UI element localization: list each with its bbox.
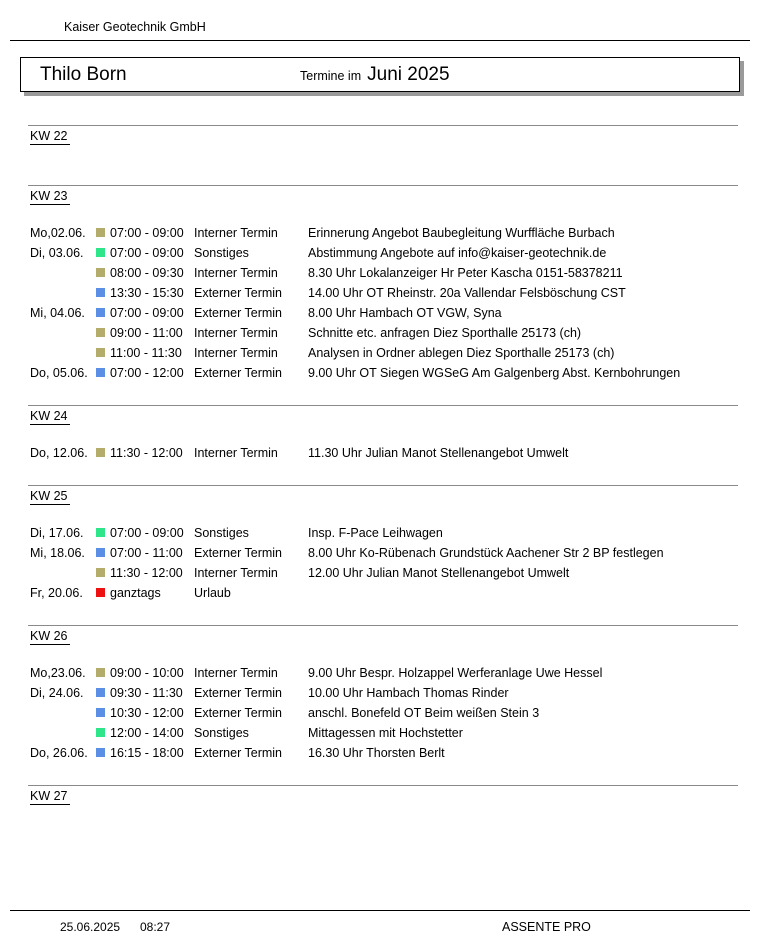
appointment-day: Do, 26.06.: [30, 746, 88, 760]
appointment-time: 10:30 - 12:00: [110, 706, 184, 720]
period-label: Termine im: [300, 69, 362, 83]
appointment-time: 16:15 - 18:00: [110, 746, 184, 760]
company-name: Kaiser Geotechnik GmbH: [64, 20, 206, 34]
appointment-day: Fr, 20.06.: [30, 586, 83, 600]
appointment-day: Mi, 04.06.: [30, 306, 85, 320]
category-color-icon: [96, 348, 105, 357]
appointment-time: 07:00 - 11:00: [110, 546, 183, 560]
category-color-icon: [96, 708, 105, 717]
appointment-type: Externer Termin: [194, 366, 282, 380]
week-label: KW 24: [30, 409, 68, 423]
category-color-icon: [96, 448, 105, 457]
appointment-type: Externer Termin: [194, 546, 282, 560]
appointment-type: Externer Termin: [194, 306, 282, 320]
appointment-time: 11:30 - 12:00: [110, 446, 183, 460]
appointment-day: Di, 17.06.: [30, 526, 84, 540]
appointment-description: 10.00 Uhr Hambach Thomas Rinder: [308, 686, 509, 700]
appointment-time: 09:30 - 11:30: [110, 686, 183, 700]
category-color-icon: [96, 668, 105, 677]
category-color-icon: [96, 368, 105, 377]
appointment-type: Interner Termin: [194, 326, 278, 340]
appointment-description: Analysen in Ordner ablegen Diez Sporthalle 25173 (ch): [308, 346, 615, 360]
week-divider: [28, 125, 738, 126]
appointment-description: 8.00 Uhr Hambach OT VGW, Syna: [308, 306, 502, 320]
appointment-description: 8.30 Uhr Lokalanzeiger Hr Peter Kascha 0151-58378211: [308, 266, 623, 280]
report-header: [20, 57, 740, 92]
appointment-description: Mittagessen mit Hochstetter: [308, 726, 463, 740]
appointment-day: Mo,23.06.: [30, 666, 86, 680]
appointment-description: 14.00 Uhr OT Rheinstr. 20a Vallendar Felsböschung CST: [308, 286, 626, 300]
appointment-description: Erinnerung Angebot Baubegleitung Wurffläche Burbach: [308, 226, 615, 240]
appointment-time: 07:00 - 09:00: [110, 306, 184, 320]
appointment-type: Urlaub: [194, 586, 231, 600]
appointment-day: Mo,02.06.: [30, 226, 86, 240]
appointment-time: 09:00 - 11:00: [110, 326, 183, 340]
week-label: KW 26: [30, 629, 68, 643]
category-color-icon: [96, 528, 105, 537]
category-color-icon: [96, 288, 105, 297]
category-color-icon: [96, 268, 105, 277]
week-label: KW 27: [30, 789, 68, 803]
week-divider: [28, 785, 738, 786]
category-color-icon: [96, 728, 105, 737]
week-divider: [28, 405, 738, 406]
appointment-time: 13:30 - 15:30: [110, 286, 184, 300]
appointment-day: Do, 12.06.: [30, 446, 88, 460]
appointment-description: 9.00 Uhr Bespr. Holzappel Werferanlage Uwe Hessel: [308, 666, 603, 680]
appointment-time: 07:00 - 09:00: [110, 226, 184, 240]
category-color-icon: [96, 328, 105, 337]
category-color-icon: [96, 588, 105, 597]
category-color-icon: [96, 248, 105, 257]
appointment-type: Externer Termin: [194, 706, 282, 720]
appointment-day: Mi, 18.06.: [30, 546, 85, 560]
appointment-time: 11:30 - 12:00: [110, 566, 183, 580]
appointment-day: Di, 03.06.: [30, 246, 84, 260]
appointment-type: Sonstiges: [194, 726, 249, 740]
appointment-description: 16.30 Uhr Thorsten Berlt: [308, 746, 445, 760]
appointment-type: Interner Termin: [194, 346, 278, 360]
category-color-icon: [96, 748, 105, 757]
appointment-day: Di, 24.06.: [30, 686, 84, 700]
footer-divider: [10, 910, 750, 911]
appointment-type: Interner Termin: [194, 446, 278, 460]
appointment-type: Interner Termin: [194, 226, 278, 240]
appointment-day: Do, 05.06.: [30, 366, 88, 380]
appointment-type: Externer Termin: [194, 686, 282, 700]
week-divider: [28, 185, 738, 186]
category-color-icon: [96, 308, 105, 317]
appointment-type: Interner Termin: [194, 566, 278, 580]
print-time: 08:27: [140, 920, 171, 934]
appointment-type: Externer Termin: [194, 746, 282, 760]
week-divider: [28, 625, 738, 626]
appointment-type: Sonstiges: [194, 246, 249, 260]
appointment-time: ganztags: [110, 586, 161, 600]
appointment-type: Interner Termin: [194, 666, 278, 680]
person-name: Thilo Born: [40, 64, 127, 85]
report-period: [300, 64, 450, 86]
week-label: KW 22: [30, 129, 68, 143]
appointment-time: 08:00 - 09:30: [110, 266, 184, 280]
appointment-description: Schnitte etc. anfragen Diez Sporthalle 25173 (ch): [308, 326, 582, 340]
appointment-description: Abstimmung Angebote auf info@kaiser-geotechnik.de: [308, 246, 607, 260]
appointment-time: 07:00 - 09:00: [110, 526, 184, 540]
appointment-type: Sonstiges: [194, 526, 249, 540]
appointment-time: 12:00 - 14:00: [110, 726, 184, 740]
header-divider: [10, 40, 750, 41]
appointment-description: 8.00 Uhr Ko-Rübenach Grundstück Aachener Str 2 BP festlegen: [308, 546, 664, 560]
appointment-description: 11.30 Uhr Julian Manot Stellenangebot Umwelt: [308, 446, 569, 460]
appointment-description: 12.00 Uhr Julian Manot Stellenangebot Umwelt: [308, 566, 570, 580]
print-date: 25.06.2025: [60, 920, 121, 934]
appointment-type: Externer Termin: [194, 286, 282, 300]
category-color-icon: [96, 548, 105, 557]
appointment-type: Interner Termin: [194, 266, 278, 280]
app-name: ASSENTE PRO: [502, 920, 591, 934]
appointment-time: 07:00 - 09:00: [110, 246, 184, 260]
appointment-description: anschl. Bonefeld OT Beim weißen Stein 3: [308, 706, 540, 720]
week-label: KW 23: [30, 189, 68, 203]
appointment-time: 11:00 - 11:30: [110, 346, 182, 360]
period-value: Juni 2025: [367, 64, 450, 85]
appointment-time: 09:00 - 10:00: [110, 666, 184, 680]
category-color-icon: [96, 688, 105, 697]
appointment-description: 9.00 Uhr OT Siegen WGSeG Am Galgenberg Abst. Kernbohrungen: [308, 366, 681, 380]
appointment-time: 07:00 - 12:00: [110, 366, 184, 380]
category-color-icon: [96, 228, 105, 237]
week-label: KW 25: [30, 489, 68, 503]
appointment-description: Insp. F-Pace Leihwagen: [308, 526, 443, 540]
week-divider: [28, 485, 738, 486]
category-color-icon: [96, 568, 105, 577]
